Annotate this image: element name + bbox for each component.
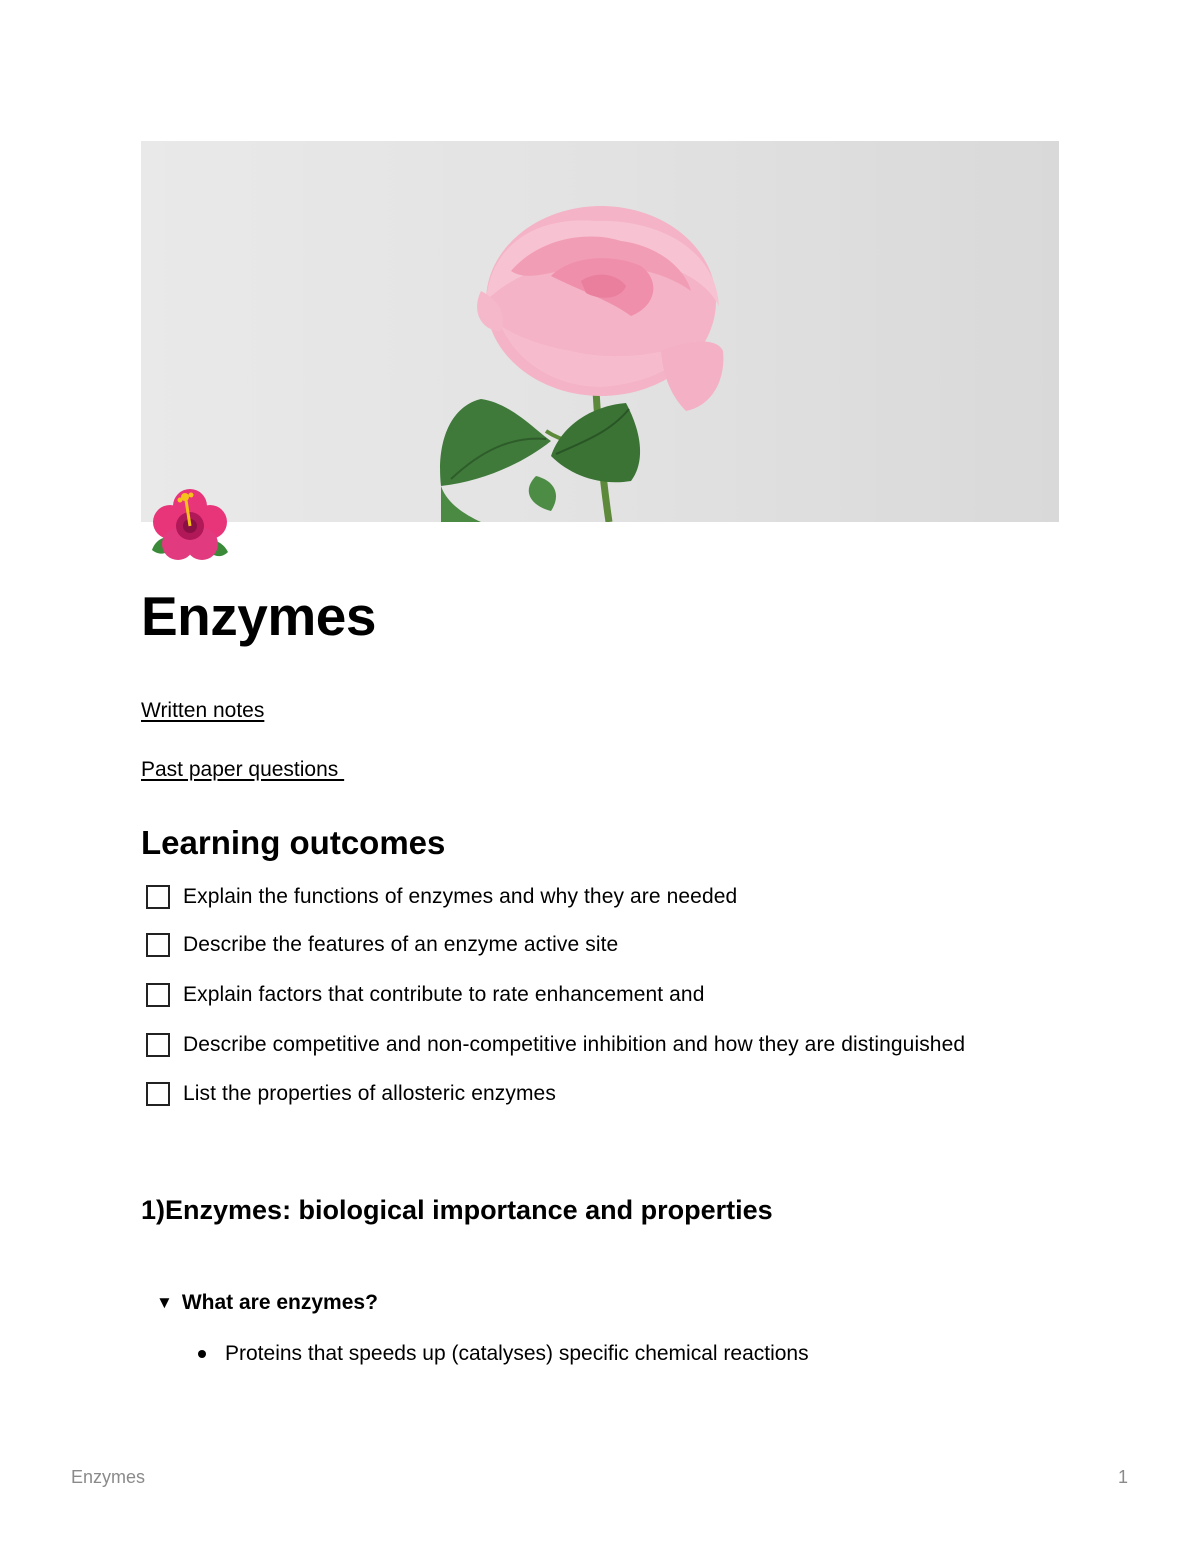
todo-text: Describe the features of an enzyme active site [183,933,619,956]
toggle-label: What are enzymes? [181,1291,378,1314]
list-item-text: Proteins that speeds up (catalyses) specific chemical reactions [225,1342,809,1365]
toggle-arrow-icon[interactable]: ▼ [156,1293,173,1312]
toggle-block[interactable] [156,1290,378,1316]
todo-text: Describe competitive and non-competitive inhibition and how they are distinguished [183,1033,966,1056]
todo-checkbox[interactable] [146,933,170,957]
section-heading: 1)Enzymes: biological importance and properties [141,1195,773,1225]
todo-checkbox[interactable] [146,983,170,1007]
cover-image [141,141,1059,522]
page-title: Enzymes [141,585,376,647]
todo-text: List the properties of allosteric enzymes [183,1082,556,1105]
todo-item [146,930,618,960]
todo-checkbox[interactable] [146,1033,170,1057]
written-notes-link[interactable]: Written notes [141,699,265,722]
todo-item [146,1030,965,1060]
rose-illustration [141,141,1059,522]
todo-item [146,882,737,912]
todo-checkbox[interactable] [146,885,170,909]
todo-item [146,980,705,1010]
todo-text: Explain the functions of enzymes and why they are needed [183,885,738,908]
footer-title: Enzymes [71,1467,146,1487]
todo-item [146,1079,556,1109]
hibiscus-icon [148,486,232,564]
list-item [198,1341,809,1367]
past-paper-questions-link[interactable]: Past paper questions [141,758,345,781]
bullet-dot-icon [198,1350,206,1358]
todo-text: Explain factors that contribute to rate enhancement and [183,983,705,1006]
learning-outcomes-heading: Learning outcomes [141,824,446,861]
todo-checkbox[interactable] [146,1082,170,1106]
footer-page-number: 1 [1118,1467,1129,1487]
